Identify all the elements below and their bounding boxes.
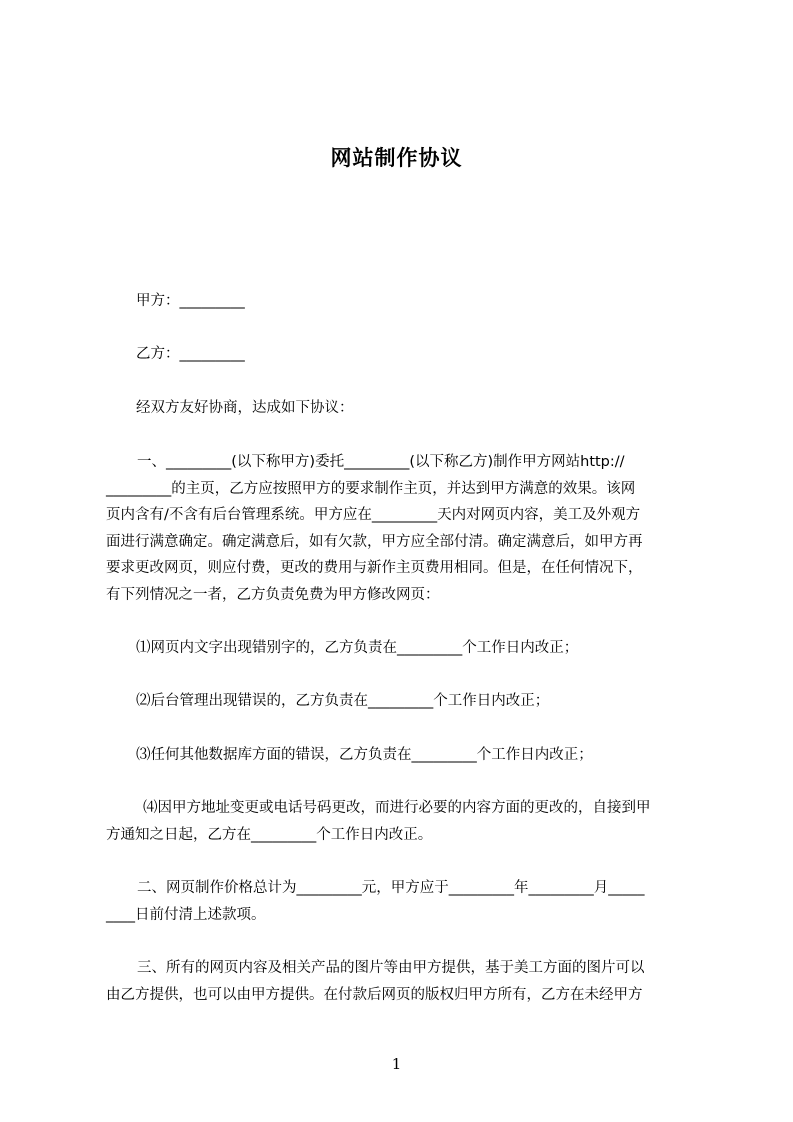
clause-1-item-1-text: ⑴网页内文字出现错别字的，乙方负责在_________个工作日内改正； (136, 640, 579, 656)
intro-text: 经双方友好协商，达成如下协议： (136, 400, 354, 416)
page-number: 1 (391, 1055, 402, 1073)
clause-1-item-4-line: ⑷因甲方地址变更或电话号码更改，而进行必要的内容方面的更改的，自接到甲 (143, 800, 651, 816)
clause-1-paragraph (106, 449, 706, 608)
clause-1-line: 有下列情况之一者，乙方负责免费为甲方修改网页： (106, 586, 440, 603)
document-title: 网站制作协议 (330, 146, 463, 170)
clause-3-paragraph (106, 955, 706, 1008)
clause-1-line: 一、_________(以下称甲方)委托_________(以下称乙方)制作甲方网站http:// (137, 454, 625, 470)
clause-1-item-3-text: ⑶任何其他数据库方面的错误，乙方负责在_________个工作日内改正； (136, 747, 593, 763)
party-a-text: 甲方：_________ (136, 293, 245, 309)
clause-1-item-2 (136, 688, 736, 715)
clause-1-line: _________的主页，乙方应按照甲方的要求制作主页，并达到甲方满意的效果。该网 (106, 480, 636, 497)
party-a-line (136, 288, 736, 315)
clause-3-line: 由乙方提供，也可以由甲方提供。在付款后网页的版权归甲方所有，乙方在未经甲方 (106, 986, 643, 1003)
clause-1-item-4-line: 方通知之日起，乙方在_________个工作日内改正。 (106, 826, 433, 843)
clause-2-line: ____日前付清上述款项。 (106, 906, 266, 923)
clause-2-line: 二、网页制作价格总计为_________元，甲方应于_________年_________月_____ (137, 880, 645, 896)
clause-1-item-3 (136, 742, 736, 769)
clause-1-item-1 (136, 635, 736, 662)
clause-1-item-2-text: ⑵后台管理出现错误的，乙方负责在_________个工作日内改正； (136, 693, 550, 709)
clause-1-line: 面进行满意确定。确定满意后，如有欠款，甲方应全部付清。确定满意后，如甲方再 (106, 533, 643, 550)
party-b-line (136, 341, 736, 368)
clause-1-item-4 (106, 795, 706, 848)
clause-2-paragraph (106, 875, 706, 928)
clause-1-line: 要求更改网页，则应付费，更改的费用与新作主页费用相同。但是，在任何情况下， (106, 560, 643, 576)
intro-paragraph (136, 395, 736, 422)
party-b-text: 乙方：_________ (136, 346, 245, 362)
clause-1-line: 页内含有/不含有后台管理系统。甲方应在_________天内对网页内容，美工及外观方 (106, 507, 641, 523)
clause-3-line: 三、所有的网页内容及相关产品的图片等由甲方提供，基于美工方面的图片可以 (137, 960, 645, 976)
